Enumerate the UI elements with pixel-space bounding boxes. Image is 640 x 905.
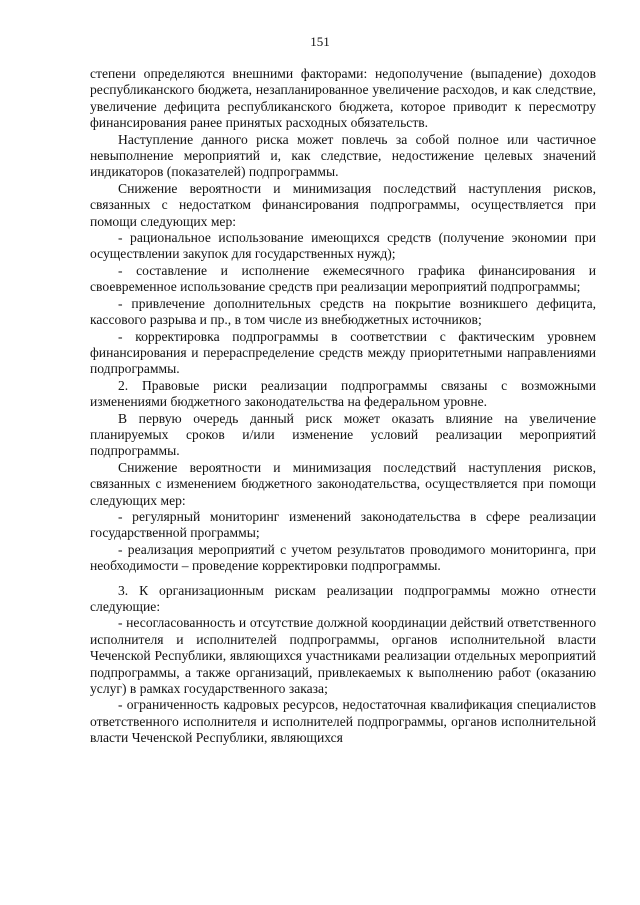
list-item: - привлечение дополнительных средств на покрытие возникшего дефицита, кассового разрыва и пр., в том числе из внебюджетных источников; [90,295,596,328]
paragraph: 2. Правовые риски реализации подпрограммы связаны с возможными изменениями бюджетного законодательства на федеральном уровне. [90,377,596,410]
paragraph: 3. К организационным рискам реализации подпрограммы можно отнести следующие: [90,582,596,614]
list-item: - регулярный мониторинг изменений законодательства в сфере реализации государственной программы; [90,508,596,541]
page-number: 151 [310,34,330,49]
list-item: - корректировка подпрограммы в соответствии с фактическим уровнем финансирования и перераспределение средств между приоритетными направлениями подпрограммы. [90,328,596,377]
document-body [90,66,596,747]
paragraph: степени определяются внешними факторами: недополучение (выпадение) доходов республиканского бюджета, незапланированное увеличение расходов, и как следствие, увеличение дефицита республиканского бюджета, которое приводит к пересмотру финансирования ранее принятых расходных обязательств. [90,66,596,131]
list-item: - реализация мероприятий с учетом результатов проводимого мониторинга, при необходимости – проведение корректировки подпрограммы. [90,541,596,574]
paragraph: Снижение вероятности и минимизация последствий наступления рисков, связанных с изменением бюджетного законодательства, осуществляется при помощи следующих мер: [90,459,596,508]
list-item: - рациональное использование имеющихся средств (получение экономии при осуществлении закупок для государственных нужд); [90,230,596,262]
list-item: - составление и исполнение ежемесячного графика финансирования и своевременное использование средств при реализации мероприятий подпрограммы; [90,262,596,295]
list-item: - ограниченность кадровых ресурсов, недостаточная квалификация специалистов ответственного исполнителя и исполнителей подпрограммы, органов исполнительной власти Чеченской Республики, являющихся [90,697,596,746]
paragraph: Наступление данного риска может повлечь за собой полное или частичное невыполнение мероприятий и, как следствие, недостижение целевых значений индикаторов (показателей) подпрограммы. [90,131,596,180]
paragraph: Снижение вероятности и минимизация последствий наступления рисков, связанных с недостатком финансирования подпрограммы, осуществляется при помощи следующих мер: [90,180,596,229]
paragraph: В первую очередь данный риск может оказать влияние на увеличение планируемых сроков и/или изменение условий реализации мероприятий подпрограммы. [90,410,596,459]
list-item: - несогласованность и отсутствие должной координации действий ответственного исполнителя и исполнителей подпрограммы, органов исполнительной власти Чеченской Республики, являющихся участниками реализации отдельных мероприятий подпрограммы, а также организаций, привлекаемых к выполнению работ (оказанию услуг) в рамках государственного заказа; [90,615,596,697]
